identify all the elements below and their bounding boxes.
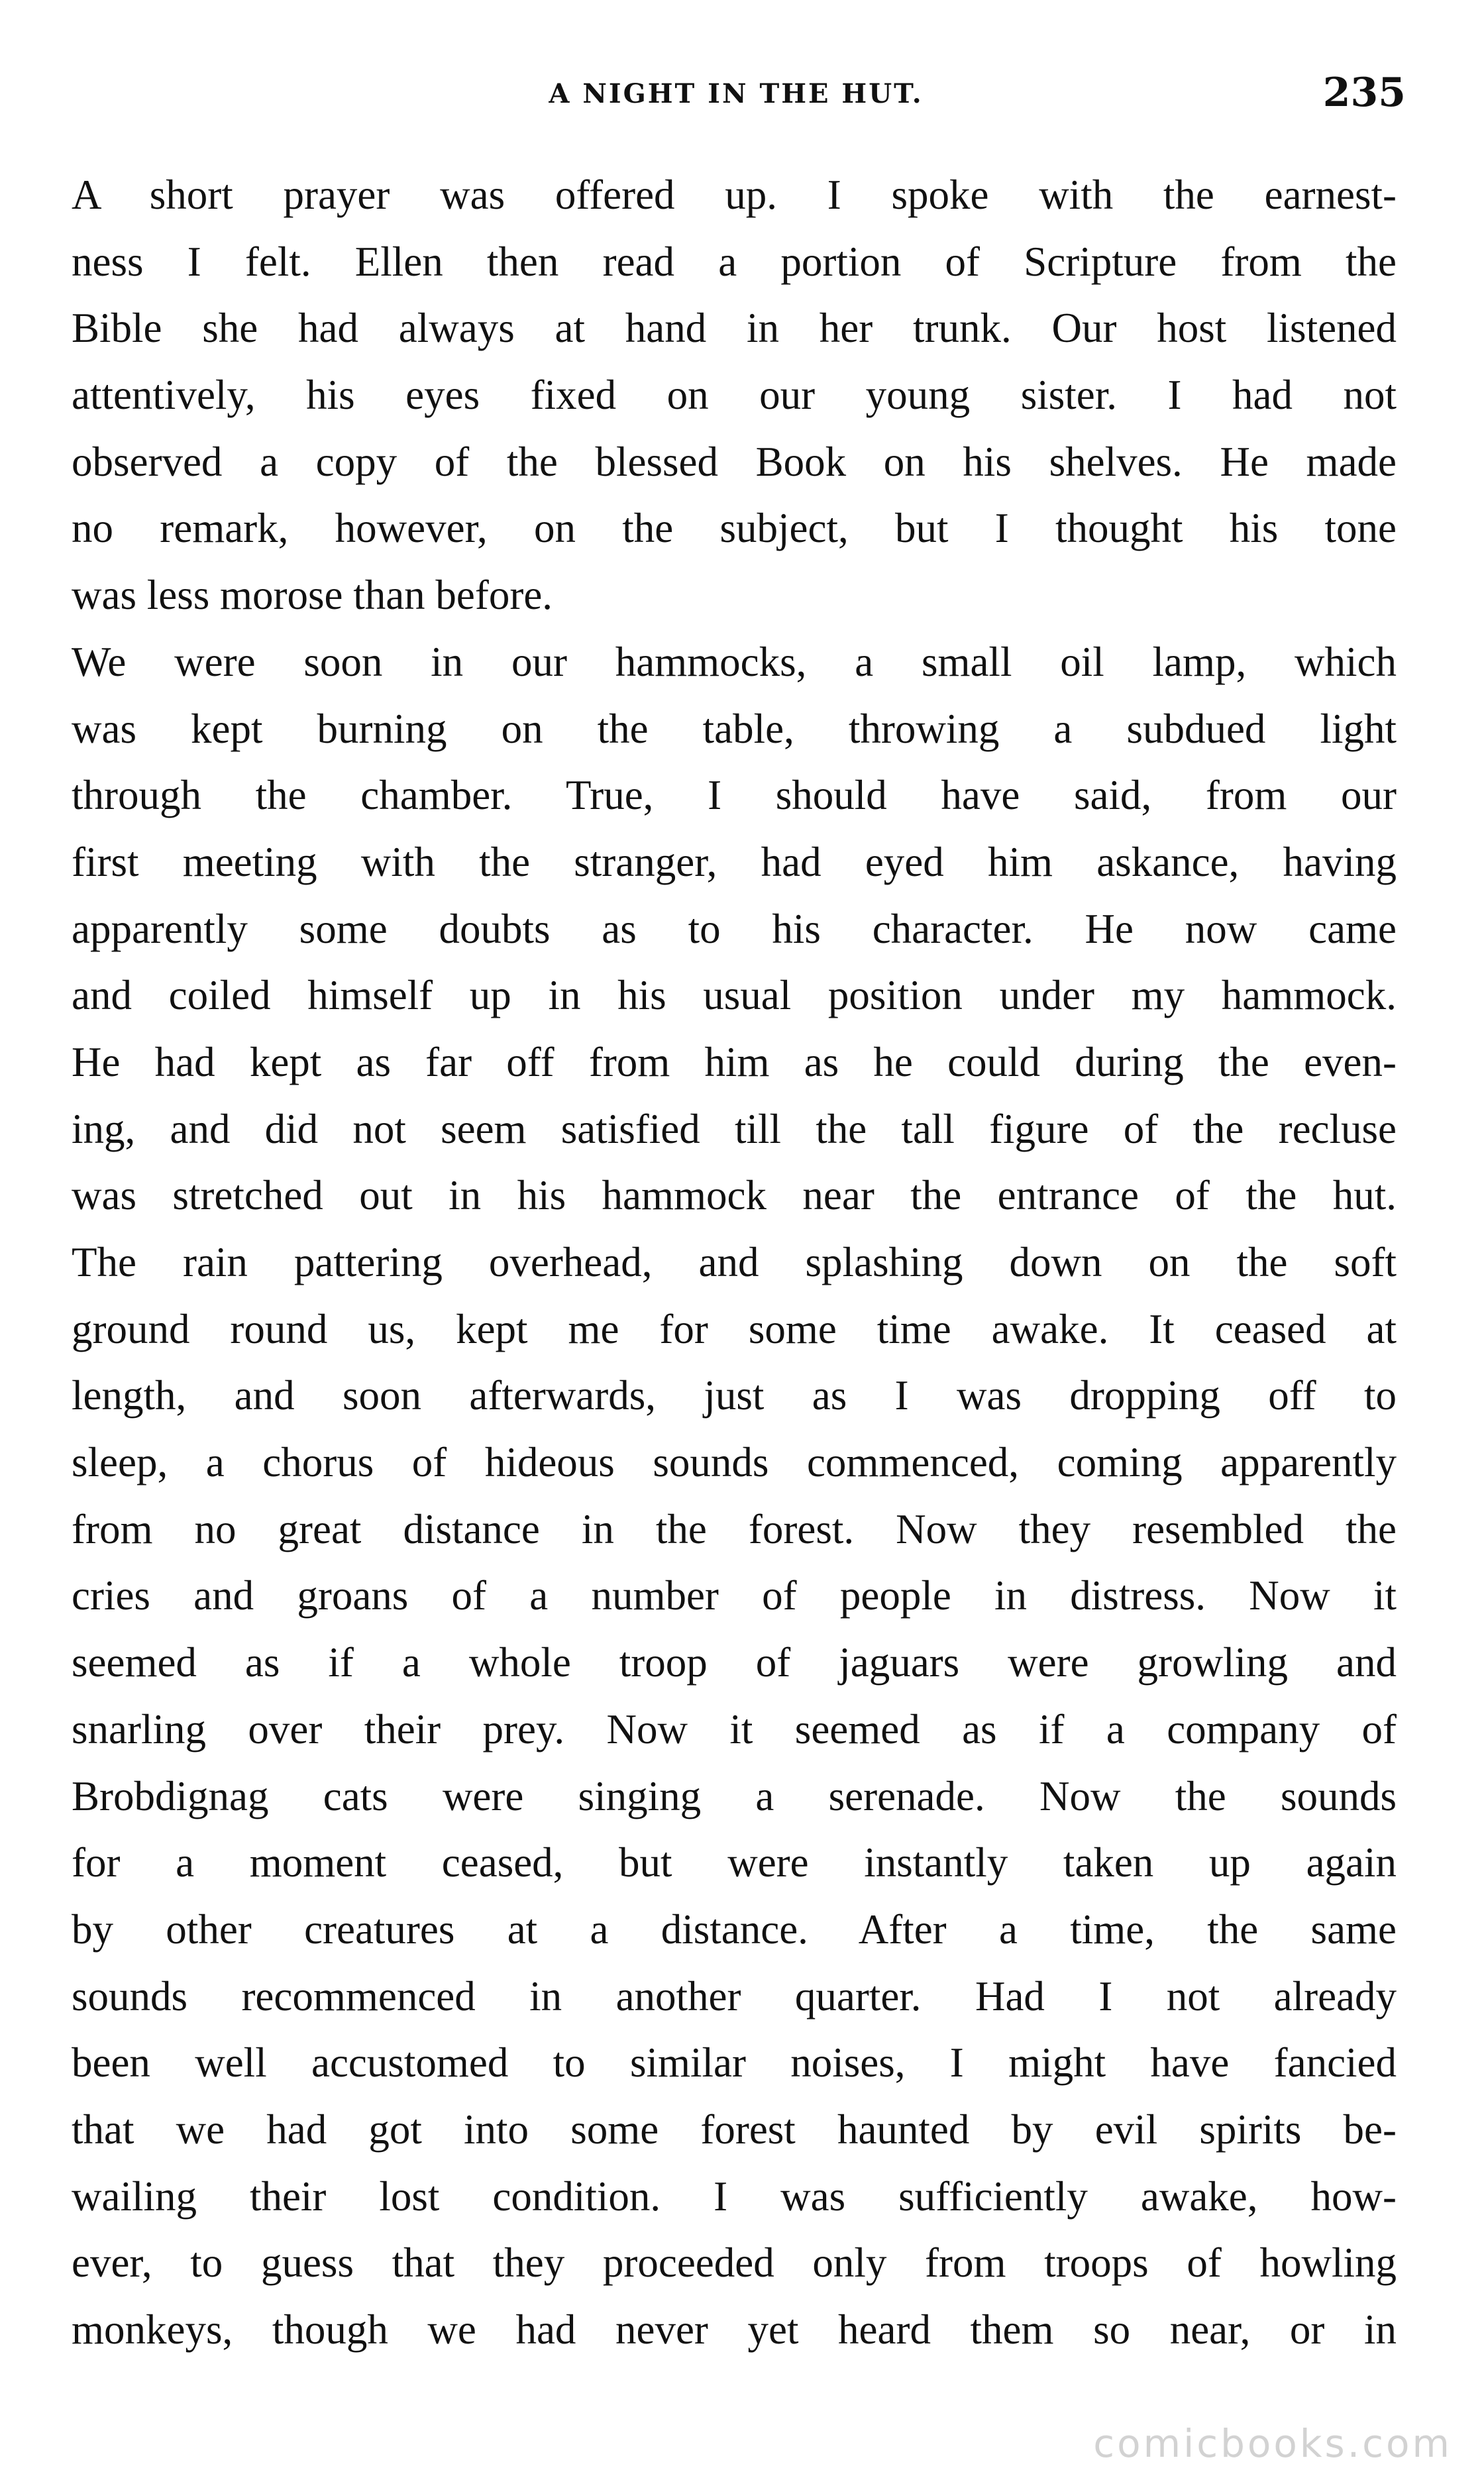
- text-line: that we had got into some forest haunted by evil spirits be-: [72, 2106, 1397, 2153]
- text-line: been well accustomed to similar noises, I might have fancied: [72, 2039, 1397, 2086]
- text-line: from no great distance in the forest. Now they resembled the: [72, 1505, 1397, 1552]
- text-line: length, and soon afterwards, just as I was dropping off to: [72, 1372, 1397, 1419]
- text-line: by other creatures at a distance. After a time, the same: [72, 1906, 1397, 1953]
- text-line: ness I felt. Ellen then read a portion of Scripture from the: [72, 238, 1397, 285]
- text-line: Bible she had always at hand in her trunk. Our host listened: [72, 305, 1397, 352]
- text-line: sounds recommenced in another quarter. Had I not already: [72, 1972, 1397, 2020]
- paragraph-1: [72, 162, 1397, 629]
- text-line: ever, to guess that they proceeded only from troops of howling: [72, 2239, 1397, 2287]
- text-line: through the chamber. True, I should have said, from our: [72, 772, 1397, 819]
- body-text: [72, 162, 1397, 2363]
- text-line: A short prayer was offered up. I spoke with the earnest-: [72, 172, 1397, 218]
- text-line: ing, and did not seem satisfied till the tall figure of the recluse: [72, 1105, 1397, 1152]
- text-line: sleep, a chorus of hideous sounds commenced, coming apparently: [72, 1439, 1397, 1486]
- text-line: snarling over their prey. Now it seemed as if a company of: [72, 1705, 1397, 1752]
- text-line: apparently some doubts as to his character. He now came: [72, 905, 1397, 952]
- text-line: monkeys, though we had never yet heard them so near, or in: [72, 2306, 1397, 2353]
- paragraph-2: [72, 629, 1397, 2363]
- watermark: comicbooks.com: [1093, 2421, 1452, 2466]
- text-line: cries and groans of a number of people in distress. Now it: [72, 1572, 1397, 1619]
- text-line: attentively, his eyes fixed on our young sister. I had not: [72, 372, 1397, 419]
- text-line: ground round us, kept me for some time awake. It ceased at: [72, 1305, 1397, 1352]
- text-line: for a moment ceased, but were instantly taken up again: [72, 1839, 1397, 1886]
- text-line: observed a copy of the blessed Book on his shelves. He made: [72, 438, 1397, 485]
- running-head: [66, 70, 1406, 126]
- text-line: no remark, however, on the subject, but I thought his tone: [72, 505, 1397, 552]
- text-line: was stretched out in his hammock near the entrance of the hut.: [72, 1172, 1397, 1219]
- text-line: The rain pattering overhead, and splashing down on the soft: [72, 1239, 1397, 1285]
- text-line: wailing their lost condition. I was sufficiently awake, how-: [72, 2173, 1397, 2220]
- text-line: He had kept as far off from him as he could during the even-: [72, 1038, 1397, 1085]
- text-line: We were soon in our hammocks, a small oil lamp, which: [72, 638, 1397, 685]
- text-line: was kept burning on the table, throwing a subdued light: [72, 705, 1397, 752]
- running-title: A NIGHT IN THE HUT.: [549, 78, 924, 109]
- text-line: was less morose than before.: [72, 572, 553, 619]
- text-line: seemed as if a whole troop of jaguars were growling and: [72, 1639, 1397, 1686]
- page-number: 235: [1322, 70, 1406, 116]
- text-line: Brobdignag cats were singing a serenade. Now the sounds: [72, 1772, 1397, 1819]
- text-line: and coiled himself up in his usual position under my hammock.: [72, 972, 1397, 1019]
- text-line: first meeting with the stranger, had eyed him askance, having: [72, 838, 1397, 885]
